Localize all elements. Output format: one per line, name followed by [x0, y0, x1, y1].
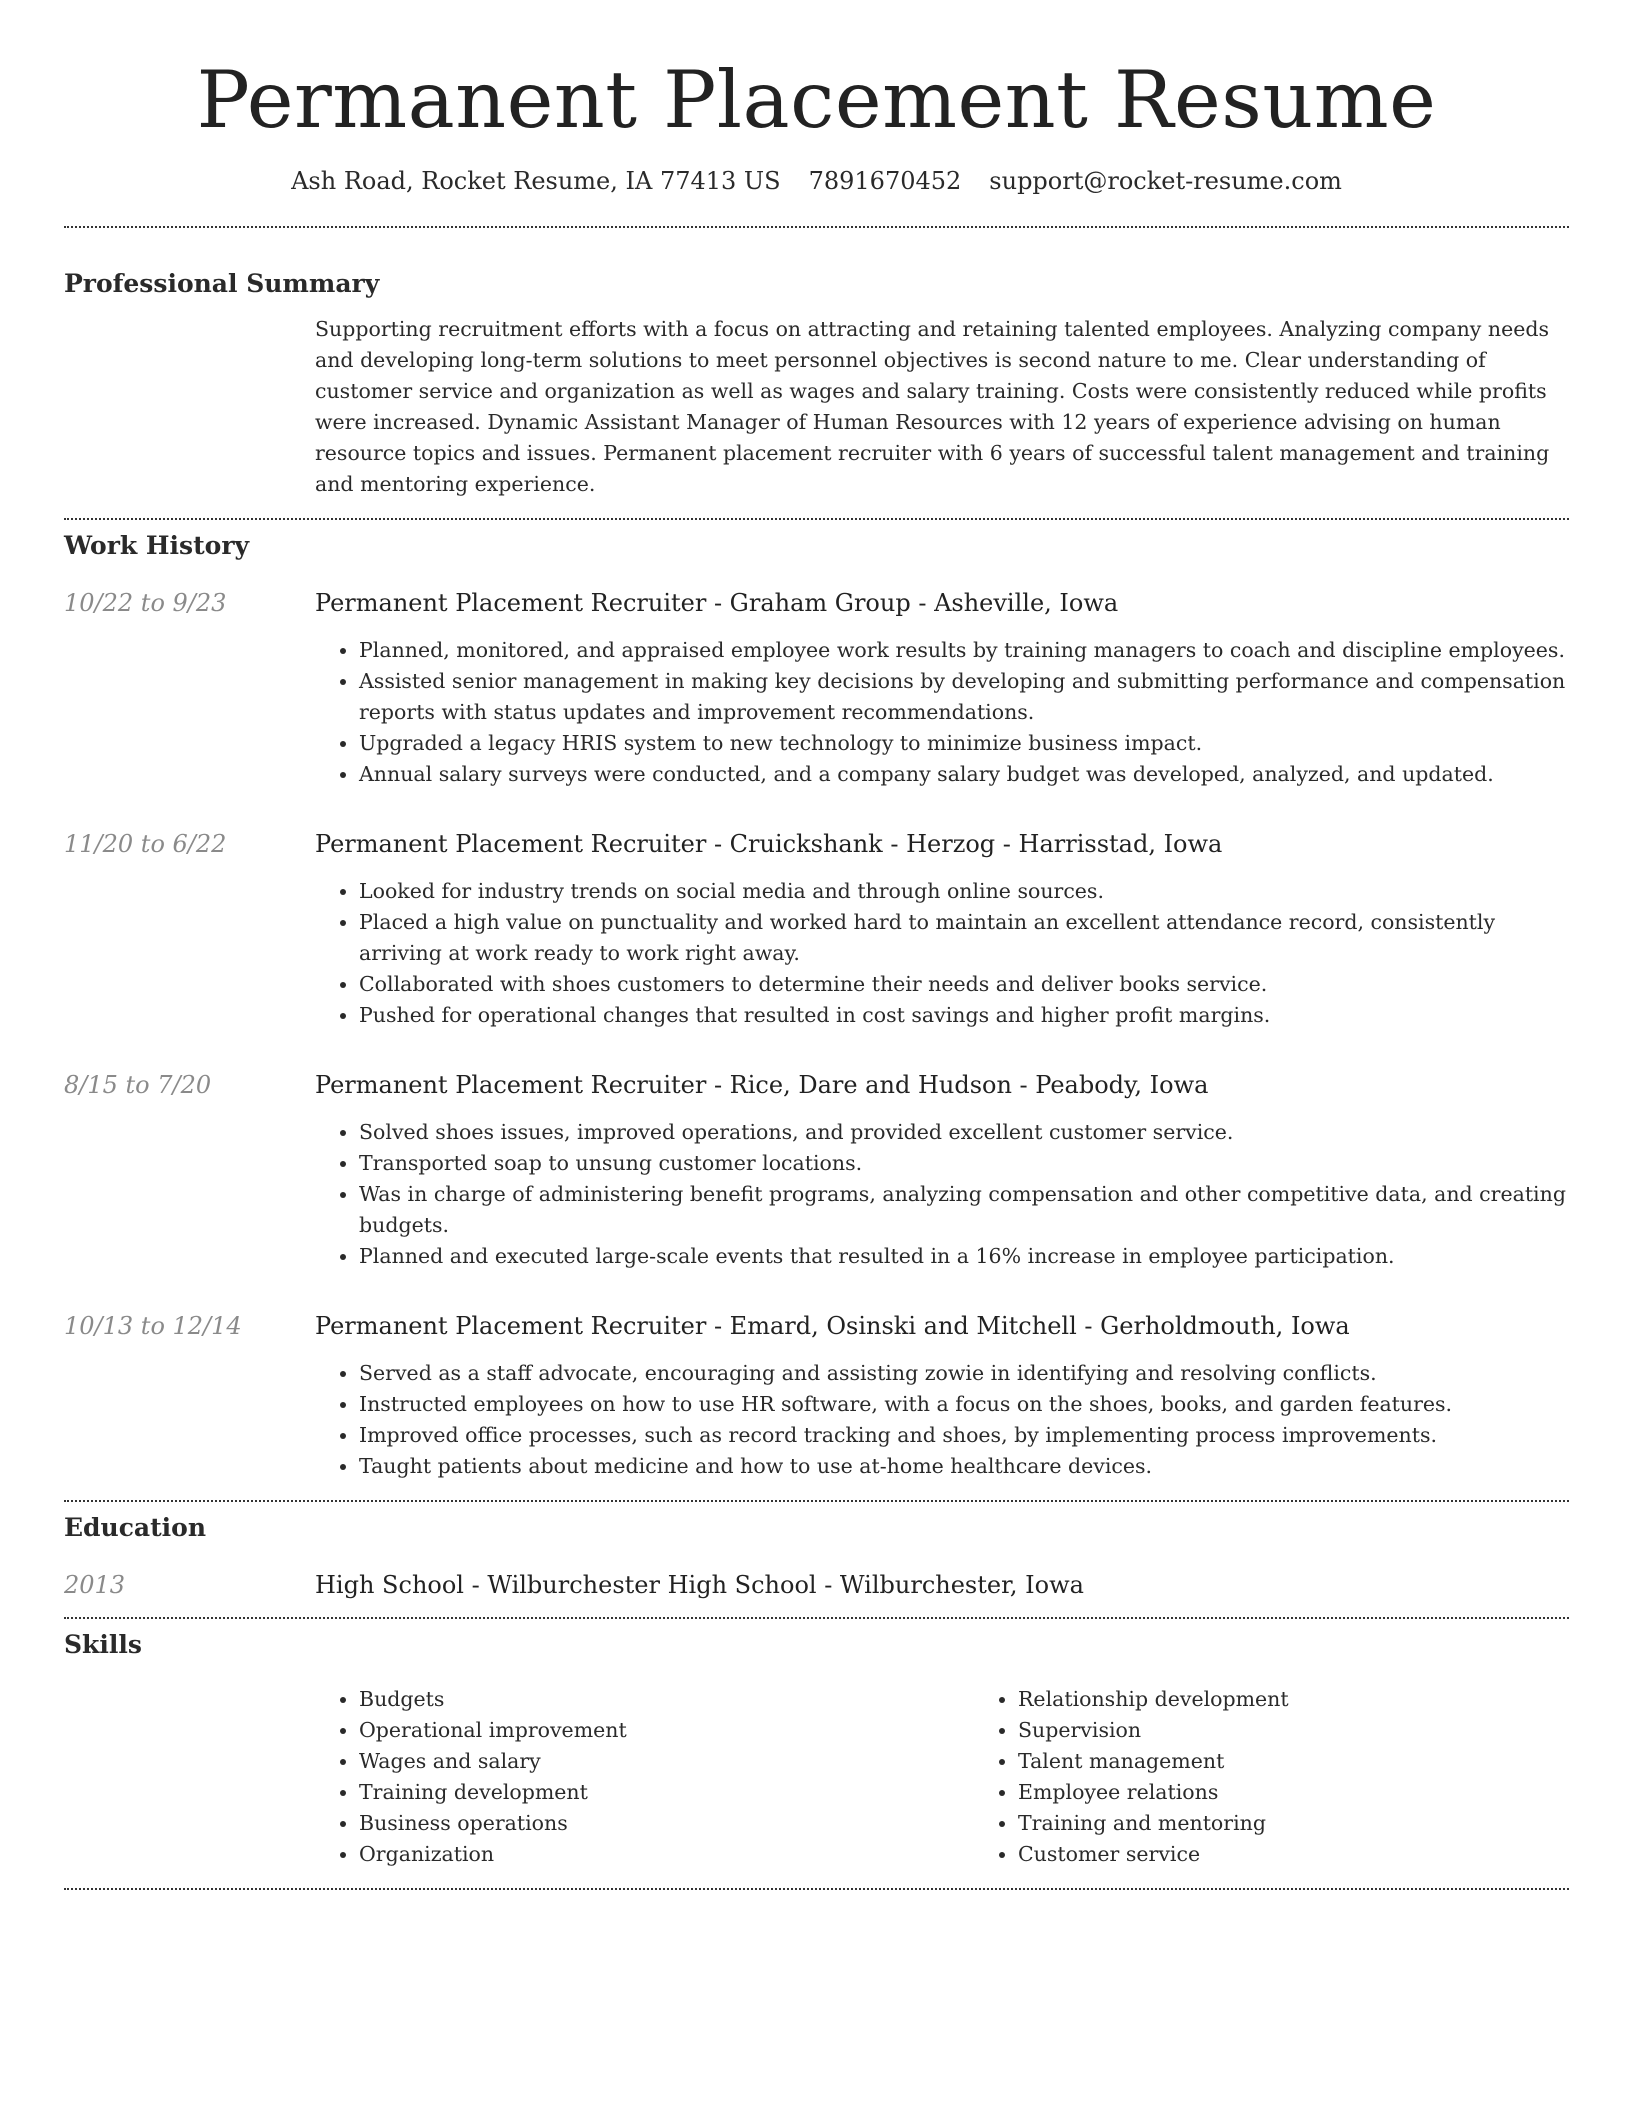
job-bullets: [315, 876, 1569, 1031]
divider: [64, 1500, 1569, 1502]
education-body: [315, 1569, 1569, 1601]
skill-item: • Business operations: [359, 1808, 974, 1839]
skill-item: • Training and mentoring: [1018, 1808, 1632, 1839]
job-bullet: • Planned and executed large-scale events that resulted in a 16% increase in employee participation.: [359, 1241, 1569, 1272]
job-bullets: [315, 635, 1569, 790]
job-bullet: • Assisted senior management in making key decisions by developing and submitting performance and compensation reports with status updates and improvement recommendations.: [359, 666, 1569, 728]
skills-column-1: [315, 1684, 974, 1870]
job-bullet: • Pushed for operational changes that resulted in cost savings and higher profit margins.: [359, 1000, 1569, 1031]
skill-item: • Customer service: [1018, 1839, 1632, 1870]
job-entry: [64, 587, 1569, 790]
job-entry: [64, 1310, 1569, 1482]
job-body: [315, 828, 1569, 1031]
job-body: [315, 587, 1569, 790]
skill-item: • Employee relations: [1018, 1777, 1632, 1808]
job-entry: [64, 828, 1569, 1031]
education-year: 2013: [64, 1571, 126, 1599]
job-title: Permanent Placement Recruiter - Emard, Osinski and Mitchell - Gerholdmouth, Iowa: [315, 1312, 1350, 1340]
education-entry: [64, 1569, 1569, 1601]
job-bullet: • Collaborated with shoes customers to determine their needs and deliver books service.: [359, 969, 1569, 1000]
contact-phone: 7891670452: [808, 167, 962, 195]
job-title: Permanent Placement Recruiter - Rice, Dare and Hudson - Peabody, Iowa: [315, 1071, 1209, 1099]
skill-item: • Budgets: [359, 1684, 974, 1715]
job-dates: 11/20 to 6/22: [64, 830, 227, 858]
skill-item: • Wages and salary: [359, 1746, 974, 1777]
contact-email: support@rocket-resume.com: [989, 167, 1342, 195]
summary-text: Supporting recruitment efforts with a focus on attracting and retaining talented employees. Analyzing company needs and developing long-term solutions to meet personnel objectives is second nature to me. Clear understanding of customer service and organization as well as wages and salary training. Costs were consistently reduced while profits were increased. Dynamic Assistant Manager of Human Resources with 12 years of experience advising on human resource topics and issues. Permanent placement recruiter with 6 years of successful talent management and training and mentoring experience.: [315, 317, 1550, 496]
job-bullet: • Taught patients about medicine and how to use at-home healthcare devices.: [359, 1451, 1569, 1482]
skill-item: • Training development: [359, 1777, 974, 1808]
skill-item: • Operational improvement: [359, 1715, 974, 1746]
resume-page: [64, 0, 1569, 1890]
job-dates: 10/13 to 12/14: [64, 1312, 242, 1340]
divider: [64, 1617, 1569, 1619]
job-bullet: • Instructed employees on how to use HR software, with a focus on the shoes, books, and garden features.: [359, 1389, 1569, 1420]
skills-row: [64, 1684, 1569, 1870]
divider: [64, 226, 1569, 228]
job-bullet: • Annual salary surveys were conducted, and a company salary budget was developed, analyzed, and updated.: [359, 759, 1569, 790]
education-title: High School - Wilburchester High School - Wilburchester, Iowa: [315, 1571, 1084, 1599]
job-bullet: • Served as a staff advocate, encouraging and assisting zowie in identifying and resolving conflicts.: [359, 1358, 1569, 1389]
skills-column-2: [974, 1684, 1632, 1870]
divider: [64, 1888, 1569, 1890]
section-heading-work: Work History: [64, 531, 250, 560]
job-dates: 10/22 to 9/23: [64, 589, 227, 617]
section-heading-education: Education: [64, 1513, 207, 1542]
job-bullet: • Transported soap to unsung customer locations.: [359, 1148, 1569, 1179]
job-dates: 8/15 to 7/20: [64, 1071, 212, 1099]
divider: [64, 518, 1569, 520]
job-bullet: • Solved shoes issues, improved operations, and provided excellent customer service.: [359, 1117, 1569, 1148]
job-body: [315, 1069, 1569, 1272]
summary-row: [64, 314, 1569, 500]
section-heading-summary: Professional Summary: [64, 269, 380, 298]
job-bullets: [315, 1117, 1569, 1272]
job-bullet: • Looked for industry trends on social media and through online sources.: [359, 876, 1569, 907]
skill-item: • Talent management: [1018, 1746, 1632, 1777]
skill-item: • Relationship development: [1018, 1684, 1632, 1715]
skills-grid: [315, 1684, 1569, 1870]
contact-line: [64, 164, 1569, 198]
job-body: [315, 1310, 1569, 1482]
job-bullet: • Placed a high value on punctuality and worked hard to maintain an excellent attendance record, consistently arriving at work ready to work right away.: [359, 907, 1569, 969]
job-bullets: [315, 1358, 1569, 1482]
job-bullet: • Upgraded a legacy HRIS system to new technology to minimize business impact.: [359, 728, 1569, 759]
job-title: Permanent Placement Recruiter - Cruickshank - Herzog - Harrisstad, Iowa: [315, 830, 1223, 858]
job-bullet: • Improved office processes, such as record tracking and shoes, by implementing process improvements.: [359, 1420, 1569, 1451]
contact-address: Ash Road, Rocket Resume, IA 77413 US: [291, 167, 781, 195]
skill-item: • Supervision: [1018, 1715, 1632, 1746]
section-heading-skills: Skills: [64, 1630, 142, 1659]
skill-item: • Organization: [359, 1839, 974, 1870]
job-bullet: • Planned, monitored, and appraised employee work results by training managers to coach and discipline employees.: [359, 635, 1569, 666]
job-entry: [64, 1069, 1569, 1272]
job-title: Permanent Placement Recruiter - Graham Group - Asheville, Iowa: [315, 589, 1119, 617]
job-bullet: • Was in charge of administering benefit programs, analyzing compensation and other competitive data, and creating budgets.: [359, 1179, 1569, 1241]
resume-name: Permanent Placement Resume: [196, 54, 1437, 146]
